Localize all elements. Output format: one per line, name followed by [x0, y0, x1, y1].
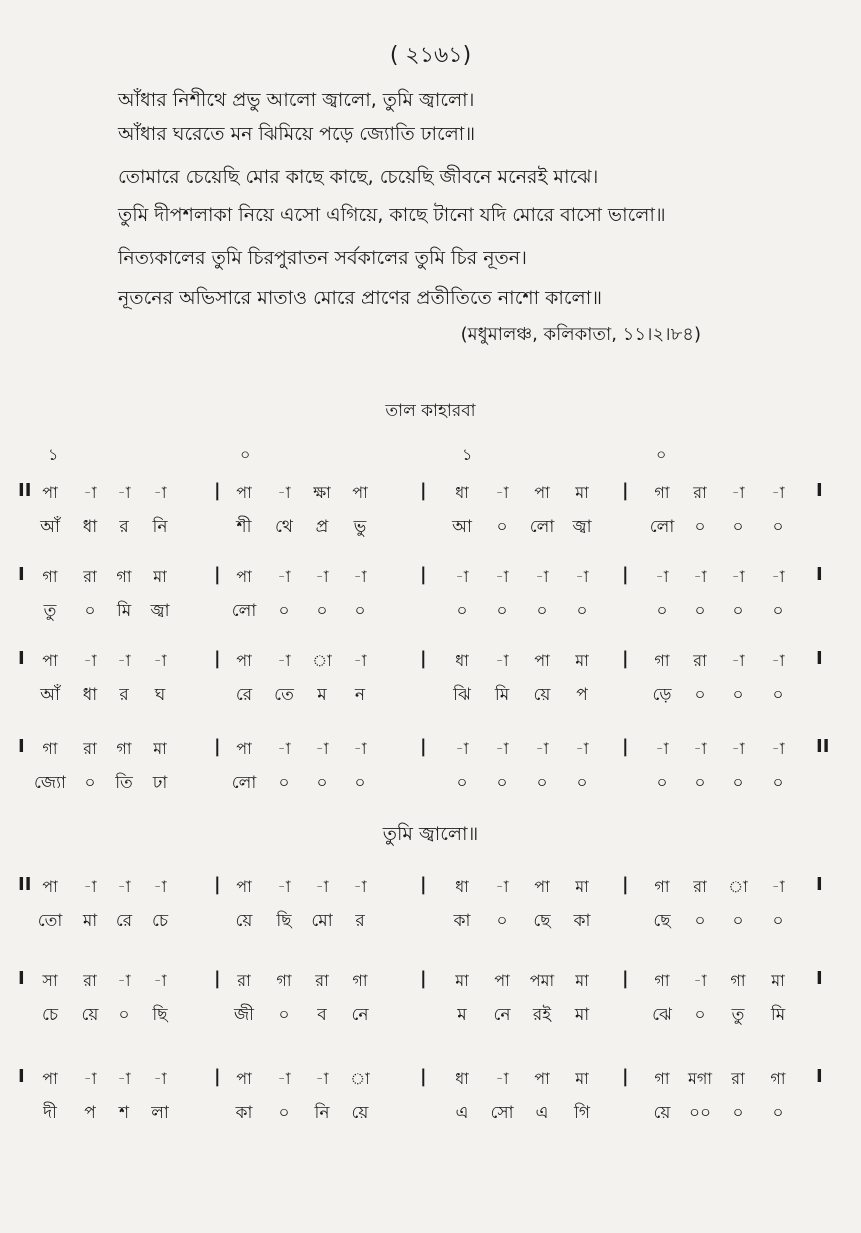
note-cell: গা	[116, 739, 132, 758]
note-cell: -া	[153, 971, 167, 990]
lyric-syllable: প্র	[315, 517, 329, 537]
note-cell: গা	[42, 739, 58, 758]
barline: |	[622, 968, 629, 989]
lyric-syllable: ড়ে	[652, 685, 672, 705]
lyric-syllable: ০	[772, 911, 784, 931]
note-cell: পা	[236, 1069, 252, 1088]
barline: |	[622, 874, 629, 895]
barline: |	[214, 480, 221, 501]
lyric-syllable: ০	[656, 601, 668, 621]
lyric-syllable: প	[576, 685, 588, 705]
note-cell: রা	[693, 877, 707, 896]
note-cell: মা	[153, 567, 167, 586]
barline: |	[420, 736, 427, 757]
note-cell: গা	[770, 1069, 786, 1088]
note-cell: সা	[42, 971, 58, 990]
lyric-syllable: ঘ	[154, 685, 166, 705]
lyric-syllable: ছে	[533, 911, 551, 931]
note-cell: -া	[455, 739, 469, 758]
note-cell: -া	[117, 1069, 131, 1088]
lyric-syllable: এ	[535, 1103, 549, 1123]
lyric-syllable: মি	[116, 601, 132, 621]
lyric-syllable: ছে	[653, 911, 671, 931]
lyric-row	[0, 514, 861, 540]
note-cell: -া	[353, 567, 367, 586]
barline: |	[420, 564, 427, 585]
lyric-row	[0, 598, 861, 624]
lyric-syllable: লো	[231, 773, 257, 793]
note-cell: পা	[534, 877, 550, 896]
lyric-syllable: য়ে	[81, 1005, 99, 1025]
note-cell: রা	[237, 971, 251, 990]
lyric-syllable: ০	[496, 911, 508, 931]
note-cell: -া	[771, 567, 785, 586]
notation-row	[0, 564, 861, 590]
lyric-syllable: ০	[456, 601, 468, 621]
poem-line-5: নিত্যকালের তুমি চিরপুরাতন সর্বকালের তুমি চির নূতন।	[118, 247, 527, 269]
note-cell: গা	[730, 971, 746, 990]
lyric-syllable: গি	[573, 1103, 590, 1123]
lyric-syllable: ০	[84, 601, 96, 621]
note-cell: -া	[495, 483, 509, 502]
barline: |	[214, 648, 221, 669]
lyric-syllable: ম	[317, 685, 327, 705]
note-cell: া	[350, 1069, 370, 1088]
lyric-syllable: ঢা	[152, 773, 168, 793]
lyric-syllable: লো	[649, 517, 675, 537]
note-cell: পা	[42, 483, 58, 502]
barline: |	[420, 480, 427, 501]
note-cell: -া	[277, 1069, 291, 1088]
note-cell: -া	[771, 739, 785, 758]
note-cell: পা	[42, 877, 58, 896]
lyric-syllable: তি	[115, 773, 133, 793]
note-cell: -া	[731, 567, 745, 586]
note-cell: -া	[353, 739, 367, 758]
lyric-syllable: ছি	[152, 1005, 168, 1025]
note-cell: মা	[771, 971, 785, 990]
note-cell: -া	[315, 877, 329, 896]
note-cell: গা	[654, 971, 670, 990]
note-cell: -া	[353, 651, 367, 670]
lyric-syllable: ০	[354, 601, 366, 621]
lyric-syllable: লো	[231, 601, 257, 621]
note-cell: -া	[353, 877, 367, 896]
lyric-syllable: মা	[574, 1005, 590, 1025]
lyric-syllable: ম	[457, 1005, 467, 1025]
lyric-syllable: র	[119, 517, 129, 537]
lyric-syllable: জ্বা	[572, 517, 592, 537]
lyric-syllable: ০	[732, 601, 744, 621]
notation-row	[0, 1066, 861, 1092]
lyric-syllable: তু	[731, 1005, 745, 1025]
note-cell: পা	[352, 483, 368, 502]
note-cell: -া	[277, 877, 291, 896]
note-cell: -া	[731, 483, 745, 502]
poem-line-4: তুমি দীপশলাকা নিয়ে এসো এগিয়ে, কাছে টানো যদি মোরে বাসো ভালো॥	[118, 204, 666, 226]
note-cell: -া	[83, 877, 97, 896]
note-cell: -া	[153, 1069, 167, 1088]
beat-mark-2: ০	[240, 445, 251, 464]
poem-line-2: আঁধার ঘরেতে মন ঝিমিয়ে পড়ে জ্যোতি ঢালো॥	[118, 123, 476, 145]
note-cell: ক্ষা	[313, 483, 331, 502]
lyric-syllable: ০	[694, 911, 706, 931]
note-cell: ধা	[455, 1069, 469, 1088]
lyric-syllable: ০	[496, 601, 508, 621]
lyric-syllable: নি	[152, 517, 168, 537]
end-barline: I	[816, 1066, 823, 1087]
barline: |	[214, 564, 221, 585]
lyric-syllable: ঝে	[652, 1005, 672, 1025]
notation-row	[0, 480, 861, 506]
lyric-syllable: ০০	[688, 1103, 712, 1123]
end-barline: I	[816, 874, 823, 895]
lyric-syllable: কা	[453, 911, 471, 931]
note-cell: পমা	[529, 971, 555, 990]
note-cell: -া	[655, 567, 669, 586]
note-cell: রা	[731, 1069, 745, 1088]
lyric-syllable: মা	[82, 911, 98, 931]
note-cell: -া	[277, 483, 291, 502]
note-cell: -া	[315, 1069, 329, 1088]
page-number-title: ( ২১৬১)	[389, 43, 472, 68]
note-cell: রা	[83, 971, 97, 990]
lyric-syllable: ০	[354, 773, 366, 793]
lyric-syllable: লা	[151, 1103, 169, 1123]
note-cell: পা	[236, 483, 252, 502]
lyric-syllable: লো	[529, 517, 555, 537]
lyric-syllable: য়ে	[533, 685, 551, 705]
note-cell: -া	[117, 877, 131, 896]
note-cell: -া	[693, 567, 707, 586]
lyric-syllable: ০	[694, 773, 706, 793]
lyric-syllable: ধা	[82, 685, 98, 705]
lyric-syllable: ০	[278, 601, 290, 621]
lyric-syllable: আঁ	[40, 685, 60, 705]
note-cell: -া	[771, 877, 785, 896]
note-cell: -া	[455, 567, 469, 586]
barline: |	[420, 874, 427, 895]
lyric-syllable: তো	[37, 911, 63, 931]
start-barline: I	[18, 1066, 25, 1087]
note-cell: রা	[83, 567, 97, 586]
note-cell: -া	[495, 739, 509, 758]
start-barline: I	[18, 736, 25, 757]
lyric-syllable: রই	[532, 1005, 552, 1025]
lyric-syllable: নে	[493, 1005, 511, 1025]
barline: |	[214, 736, 221, 757]
lyric-syllable: তু	[43, 601, 57, 621]
note-cell: ধা	[455, 877, 469, 896]
lyric-syllable: দী	[43, 1103, 57, 1123]
lyric-syllable: ০	[694, 1005, 706, 1025]
note-cell: মা	[575, 1069, 589, 1088]
lyric-syllable: জ্বা	[150, 601, 170, 621]
note-cell: া	[312, 651, 332, 670]
note-cell: -া	[575, 567, 589, 586]
lyric-syllable: ০	[536, 773, 548, 793]
lyric-syllable: নে	[351, 1005, 369, 1025]
lyric-syllable: ০	[694, 601, 706, 621]
tala-heading: তাল কাহারবা	[385, 401, 476, 421]
note-cell: ধা	[455, 651, 469, 670]
lyric-syllable: ০	[576, 601, 588, 621]
lyric-syllable: আঁ	[40, 517, 60, 537]
note-cell: -া	[153, 877, 167, 896]
note-cell: -া	[117, 971, 131, 990]
note-cell: -া	[575, 739, 589, 758]
note-cell: গা	[352, 971, 368, 990]
note-cell: -া	[315, 739, 329, 758]
barline: |	[622, 736, 629, 757]
lyric-syllable: রে	[235, 685, 253, 705]
lyric-syllable: ০	[772, 601, 784, 621]
note-cell: পা	[42, 1069, 58, 1088]
lyric-syllable: ০	[694, 517, 706, 537]
lyric-syllable: ০	[732, 685, 744, 705]
beat-mark-1: ১	[48, 445, 59, 464]
end-barline: I	[816, 648, 823, 669]
lyric-syllable: ০	[772, 517, 784, 537]
lyric-syllable: ০	[576, 773, 588, 793]
poem-line-3: তোমারে চেয়েছি মোর কাছে কাছে, চেয়েছি জীবনে মনেরই মাঝে।	[118, 166, 599, 188]
note-cell: -া	[535, 567, 549, 586]
start-barline: I	[18, 648, 25, 669]
barline: |	[214, 968, 221, 989]
lyric-syllable: ০	[772, 773, 784, 793]
note-cell: রা	[83, 739, 97, 758]
lyric-syllable: শী	[236, 517, 252, 537]
lyric-syllable: ছি	[276, 911, 292, 931]
note-cell: পা	[534, 483, 550, 502]
note-cell: পা	[236, 877, 252, 896]
note-cell: পা	[236, 739, 252, 758]
note-cell: -া	[153, 483, 167, 502]
note-cell: া	[728, 877, 748, 896]
subheading: তুমি জ্বালো॥	[382, 823, 479, 845]
note-cell: গা	[654, 651, 670, 670]
lyric-syllable: চে	[151, 911, 169, 931]
note-cell: রা	[315, 971, 329, 990]
barline: |	[420, 968, 427, 989]
note-cell: গা	[654, 483, 670, 502]
note-cell: গা	[42, 567, 58, 586]
note-cell: পা	[534, 651, 550, 670]
notation-row	[0, 968, 861, 994]
lyric-row	[0, 908, 861, 934]
lyric-syllable: য়ে	[351, 1103, 369, 1123]
lyric-syllable: প	[84, 1103, 96, 1123]
end-barline: II	[816, 736, 830, 757]
lyric-syllable: নি	[314, 1103, 330, 1123]
lyric-syllable: ০	[84, 773, 96, 793]
lyric-syllable: ০	[118, 1005, 130, 1025]
lyric-syllable: ০	[732, 517, 744, 537]
lyric-syllable: ০	[278, 773, 290, 793]
note-cell: রা	[693, 651, 707, 670]
note-cell: -া	[535, 739, 549, 758]
note-cell: -া	[731, 651, 745, 670]
lyric-syllable: ০	[536, 601, 548, 621]
lyric-row	[0, 1002, 861, 1028]
note-cell: মা	[575, 483, 589, 502]
poem-line-6: নূতনের অভিসারে মাতাও মোরে প্রাণের প্রতীতিতে নাশো কালো॥	[118, 287, 602, 309]
notation-row	[0, 648, 861, 674]
note-cell: -া	[83, 1069, 97, 1088]
lyric-syllable: ০	[656, 773, 668, 793]
lyric-syllable: র	[355, 911, 365, 931]
lyric-syllable: এ	[455, 1103, 469, 1123]
end-barline: I	[816, 480, 823, 501]
note-cell: -া	[83, 483, 97, 502]
lyric-syllable: ভু	[353, 517, 367, 537]
lyric-syllable: ০	[732, 773, 744, 793]
note-cell: মা	[575, 651, 589, 670]
lyric-syllable: ০	[316, 773, 328, 793]
end-barline: I	[816, 564, 823, 585]
lyric-syllable: ন	[354, 685, 366, 705]
end-barline: I	[816, 968, 823, 989]
note-cell: -া	[495, 1069, 509, 1088]
lyric-syllable: ০	[496, 517, 508, 537]
note-cell: পা	[42, 651, 58, 670]
note-cell: -া	[277, 567, 291, 586]
note-cell: -া	[117, 483, 131, 502]
note-cell: -া	[495, 651, 509, 670]
lyric-syllable: মি	[494, 685, 510, 705]
beat-mark-3: ১	[462, 445, 473, 464]
lyric-syllable: চে	[41, 1005, 59, 1025]
beat-mark-4: ০	[656, 445, 667, 464]
note-cell: গা	[654, 1069, 670, 1088]
lyric-syllable: তে	[274, 685, 294, 705]
lyric-syllable: সো	[490, 1103, 514, 1123]
lyric-syllable: কা	[573, 911, 591, 931]
start-barline: I	[18, 968, 25, 989]
lyric-syllable: ধা	[82, 517, 98, 537]
note-cell: -া	[731, 739, 745, 758]
notation-row	[0, 736, 861, 762]
lyric-syllable: জ্যো	[34, 773, 66, 793]
lyric-syllable: মি	[770, 1005, 786, 1025]
lyric-syllable: থে	[275, 517, 293, 537]
note-cell: পা	[236, 567, 252, 586]
lyric-syllable: জী	[233, 1005, 255, 1025]
note-cell: গা	[276, 971, 292, 990]
note-cell: -া	[693, 971, 707, 990]
note-cell: -া	[277, 651, 291, 670]
note-cell: মা	[575, 877, 589, 896]
note-cell: গা	[654, 877, 670, 896]
note-cell: মা	[575, 971, 589, 990]
note-cell: -া	[277, 739, 291, 758]
lyric-syllable: কা	[235, 1103, 253, 1123]
note-cell: -া	[495, 877, 509, 896]
note-cell: পা	[236, 651, 252, 670]
barline: |	[420, 648, 427, 669]
note-cell: রা	[693, 483, 707, 502]
notation-row	[0, 874, 861, 900]
note-cell: -া	[693, 739, 707, 758]
barline: |	[214, 874, 221, 895]
note-cell: -া	[771, 651, 785, 670]
lyric-syllable: ০	[772, 1103, 784, 1123]
barline: |	[622, 480, 629, 501]
barline: |	[622, 1066, 629, 1087]
lyric-syllable: ০	[316, 601, 328, 621]
lyric-row	[0, 1100, 861, 1126]
lyric-syllable: ব	[317, 1005, 327, 1025]
note-cell: -া	[315, 567, 329, 586]
lyric-syllable: র	[119, 685, 129, 705]
note-cell: মা	[455, 971, 469, 990]
lyric-syllable: ০	[456, 773, 468, 793]
poem-line-1: আঁধার নিশীথে প্রভু আলো জ্বালো, তুমি জ্বালো।	[118, 89, 475, 111]
barline: |	[420, 1066, 427, 1087]
lyric-row	[0, 770, 861, 796]
lyric-syllable: ঝি	[453, 685, 471, 705]
lyric-syllable: আ	[452, 517, 472, 537]
source-citation: (মধুমালঞ্চ, কলিকাতা, ১১।২।৮৪)	[460, 324, 701, 345]
barline: |	[622, 648, 629, 669]
barline: |	[622, 564, 629, 585]
note-cell: গা	[116, 567, 132, 586]
start-barline: II	[18, 480, 32, 501]
lyric-syllable: য়ে	[653, 1103, 671, 1123]
note-cell: মা	[153, 739, 167, 758]
lyric-syllable: শ	[118, 1103, 130, 1123]
note-cell: ধা	[455, 483, 469, 502]
note-cell: -া	[771, 483, 785, 502]
lyric-syllable: ০	[732, 1103, 744, 1123]
lyric-syllable: রে	[115, 911, 133, 931]
note-cell: -া	[655, 739, 669, 758]
lyric-syllable: ০	[772, 685, 784, 705]
lyric-syllable: ০	[496, 773, 508, 793]
lyric-syllable: য়ে	[235, 911, 253, 931]
start-barline: II	[18, 874, 32, 895]
lyric-syllable: ০	[278, 1005, 290, 1025]
note-cell: -া	[153, 651, 167, 670]
barline: |	[214, 1066, 221, 1087]
note-cell: -া	[495, 567, 509, 586]
lyric-row	[0, 682, 861, 708]
note-cell: মগা	[687, 1069, 712, 1088]
lyric-syllable: মো	[311, 911, 333, 931]
lyric-syllable: ০	[694, 685, 706, 705]
note-cell: পা	[534, 1069, 550, 1088]
note-cell: -া	[83, 651, 97, 670]
start-barline: I	[18, 564, 25, 585]
lyric-syllable: ০	[278, 1103, 290, 1123]
note-cell: পা	[494, 971, 510, 990]
note-cell: -া	[117, 651, 131, 670]
lyric-syllable: ০	[732, 911, 744, 931]
